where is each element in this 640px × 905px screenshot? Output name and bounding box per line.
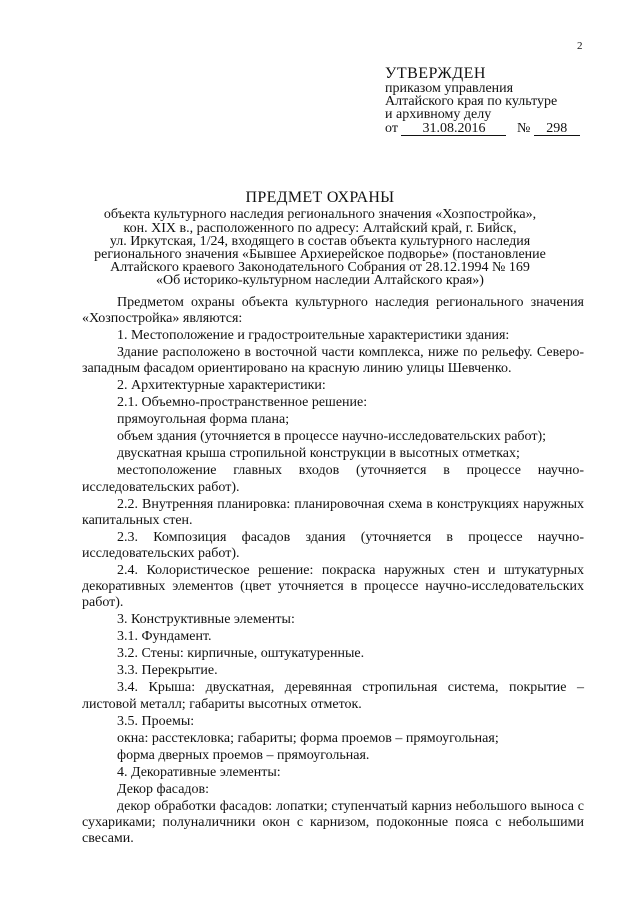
paragraph: 3.5. Проемы: xyxy=(117,713,195,729)
paragraph: 3.3. Перекрытие. xyxy=(117,663,218,679)
approval-title: УТВЕРЖДЕН xyxy=(385,65,486,82)
document-body xyxy=(82,295,584,848)
paragraph: 2.1. Объемно-пространственное решение: xyxy=(117,395,368,411)
paragraph: местоположение главных входов (уточняется в процессе научно-исследовательских работ). xyxy=(82,463,584,495)
paragraph: Здание расположено в восточной части комплекса, ниже по рельефу. Северо-западным фасадом ориентировано на красную линию улицы Шевченко. xyxy=(82,345,584,377)
paragraph: форма дверных проемов – прямоугольная. xyxy=(117,747,370,763)
paragraph: 2. Архитектурные характеристики: xyxy=(117,378,326,394)
order-date-number xyxy=(385,122,605,136)
document-title: ПРЕДМЕТ ОХРАНЫ xyxy=(245,189,395,206)
paragraph: двускатная крыша стропильной конструкции в высотных отметках; xyxy=(117,446,520,462)
paragraph: Декор фасадов: xyxy=(117,781,210,797)
paragraph: 3.2. Стены: кирпичные, оштукатуренные. xyxy=(117,646,365,662)
heading-line: ул. Иркутская, 1/24, входящего в состав объекта культурного наследия xyxy=(109,233,531,249)
paragraph: Предметом охраны объекта культурного наследия регионального значения «Хозпостройка» являются: xyxy=(82,295,584,327)
paragraph: окна: расстекловка; габариты; форма проемов – прямоугольная; xyxy=(117,730,499,746)
approval-line-1: приказом управления xyxy=(385,81,514,96)
heading-line: «Об историко-культурном наследии Алтайского края») xyxy=(156,273,484,289)
paragraph: 1. Местоположение и градостроительные характеристики здания: xyxy=(117,328,510,344)
approval-block xyxy=(385,66,605,136)
paragraph: 2.2. Внутренняя планировка: планировочная схема в конструкциях наружных капитальных стен. xyxy=(82,496,584,528)
paragraph: прямоугольная форма плана; xyxy=(117,412,290,428)
paragraph: декор обработки фасадов: лопатки; ступенчатый карниз небольшого выноса с сухариками; полуналичники окон с карнизом, подоконные пояса с небольшими свесами. xyxy=(82,798,584,847)
paragraph: объем здания (уточняется в процессе научно-исследовательских работ); xyxy=(117,429,547,445)
paragraph: 3.4. Крыша: двускатная, деревянная стропильная система, покрытие – листовой металл; габариты высотных отметок. xyxy=(82,680,584,712)
paragraph: 2.3. Композиция фасадов здания (уточняется в процессе научно-исследовательских работ). xyxy=(82,529,584,562)
approval-line-2: Алтайского края по культуре xyxy=(385,94,558,110)
order-number: 298 xyxy=(534,123,580,136)
heading-line: кон. XIX в., расположенного по адресу: Алтайский край, г. Бийск, xyxy=(123,220,517,236)
paragraph: 3. Конструктивные элементы: xyxy=(117,612,295,628)
order-date: 31.08.2016 xyxy=(401,123,506,136)
heading-line: Алтайского краевого Законодательного Собрания от 28.12.1994 № 169 xyxy=(110,260,530,276)
document-heading xyxy=(0,190,640,288)
paragraph: 3.1. Фундамент. xyxy=(117,629,212,645)
paragraph: 4. Декоративные элементы: xyxy=(117,764,281,780)
heading-line: регионального значения «Бывшее Архиерейское подворье» (постановление xyxy=(94,247,546,263)
heading-line: объекта культурного наследия регионального значения «Хозпостройка», xyxy=(103,207,537,223)
paragraph: 2.4. Колористическое решение: покраска наружных стен и штукатурных декоративных элементов (цвет уточняется в процессе научно-исследовательских работ). xyxy=(82,563,584,611)
page-number: 2 xyxy=(577,40,583,52)
number-label: № xyxy=(516,120,531,136)
approval-line-3: и архивному делу xyxy=(385,107,492,123)
from-label: от xyxy=(385,120,398,136)
